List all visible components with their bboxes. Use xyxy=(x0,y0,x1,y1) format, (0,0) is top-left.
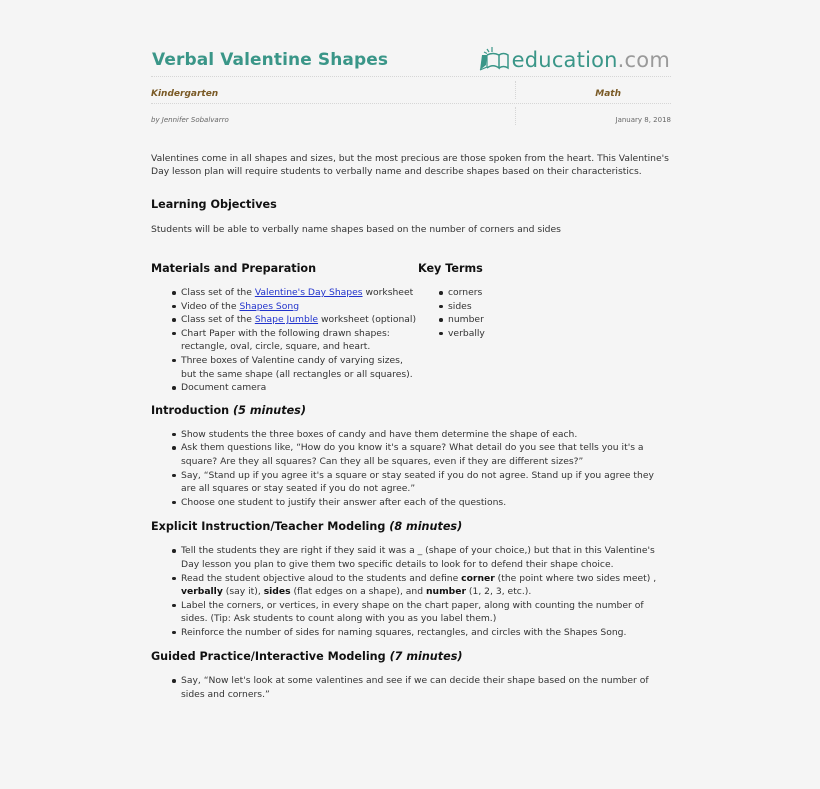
learning-objectives-heading: Learning Objectives xyxy=(151,198,277,211)
materials-and-key-terms xyxy=(151,262,671,395)
list-item: Video of the Shapes Song xyxy=(181,300,418,314)
key-terms-heading: Key Terms xyxy=(418,262,483,275)
duration-label: (5 minutes) xyxy=(233,403,306,417)
explicit-instruction-heading: Explicit Instruction/Teacher Modeling (8 minutes) xyxy=(151,520,463,534)
introduction-list xyxy=(151,428,671,510)
materials-list xyxy=(151,286,418,395)
list-item: Three boxes of Valentine candy of varying sizes, but the same shape (all rectangles or all squares). xyxy=(181,354,418,381)
term-verbally: verbally xyxy=(181,586,223,598)
list-item: Say, “Now let's look at some valentines and see if we can decide their shape based on the number of sides and corners.” xyxy=(181,674,671,701)
grade-label: Kindergarten xyxy=(151,88,219,99)
list-item: Label the corners, or vertices, in every shape on the chart paper, along with counting the number of sides. (Tip: Ask students to count along with you as you label them.) xyxy=(181,599,671,626)
key-term: corners xyxy=(448,286,671,300)
learning-objectives-text: Students will be able to verbally name shapes based on the number of corners and sides xyxy=(151,224,561,235)
author-byline: by Jennifer Sobalvarro xyxy=(151,115,229,124)
list-item: Document camera xyxy=(181,381,418,395)
duration-label: (7 minutes) xyxy=(389,650,463,664)
key-term: sides xyxy=(448,300,671,314)
page-title: Verbal Valentine Shapes xyxy=(152,50,389,70)
shape-jumble-link[interactable]: Shape Jumble xyxy=(254,314,319,326)
explicit-instruction-list xyxy=(151,544,671,639)
term-sides: sides xyxy=(263,586,291,598)
introduction-heading: Introduction (5 minutes) xyxy=(151,403,306,417)
key-terms-list xyxy=(418,286,671,340)
lesson-plan xyxy=(151,40,671,702)
term-number: number xyxy=(425,586,466,598)
list-item: Class set of the Valentine's Day Shapes worksheet xyxy=(181,286,418,300)
term-corner: corner xyxy=(461,572,495,584)
publish-date: January 8, 2018 xyxy=(615,115,671,124)
list-item: Reinforce the number of sides for naming squares, rectangles, and circles with the Shapes Song. xyxy=(181,626,671,640)
guided-practice-heading: Guided Practice/Interactive Modeling (7 minutes) xyxy=(151,650,463,664)
list-item: Ask them questions like, “How do you know it's a square? What detail do you see that tells you it's a square? Are they all squares? Can they all be squares, even if they are different sizes?” xyxy=(181,441,671,468)
key-term: verbally xyxy=(448,327,671,341)
book-lamp-icon xyxy=(478,46,510,72)
key-term: number xyxy=(448,313,671,327)
list-item: Show students the three boxes of candy and have them determine the shape of each. xyxy=(181,428,671,442)
list-item: Read the student objective aloud to the students and define corner (the point where two sides meet) , verbally (say it), sides (flat edges on a shape), and number (1, 2, 3, etc.). xyxy=(181,572,671,599)
intro-paragraph: Valentines come in all shapes and sizes, but the most precious are those spoken from the heart. This Valentine's Day lesson plan will require students to verbally name and describe shapes based on their characteristics. xyxy=(151,153,669,177)
meta-row-grade-subject xyxy=(151,77,671,104)
subject-label: Math xyxy=(595,88,621,99)
key-terms-section xyxy=(418,262,671,395)
list-item: Class set of the Shape Jumble worksheet (optional) xyxy=(181,314,417,326)
duration-label: (8 minutes) xyxy=(389,520,463,534)
guided-practice-list xyxy=(151,674,671,701)
materials-heading: Materials and Preparation xyxy=(151,262,317,275)
education-com-logo xyxy=(478,46,670,72)
shapes-song-link[interactable]: Shapes Song xyxy=(239,300,300,312)
list-item: Chart Paper with the following drawn shapes: rectangle, oval, circle, square, and heart. xyxy=(181,327,418,354)
logo-wordmark: education.com xyxy=(511,48,670,72)
meta-row-author-date xyxy=(151,104,671,128)
list-item: Tell the students they are right if they said it was a _ (shape of your choice,) but that in this Valentine's Day lesson you plan to give them two specific details to look for to defend their shape choice. xyxy=(181,544,671,571)
valentines-day-shapes-link[interactable]: Valentine's Day Shapes xyxy=(254,287,363,298)
header xyxy=(151,40,671,77)
materials-section xyxy=(151,262,418,395)
list-item: Choose one student to justify their answer after each of the questions. xyxy=(181,496,671,510)
list-item: Say, “Stand up if you agree it's a square or stay seated if you do not agree. Stand up if you agree they are all squares or stay seated if you do not agree.” xyxy=(181,469,671,496)
